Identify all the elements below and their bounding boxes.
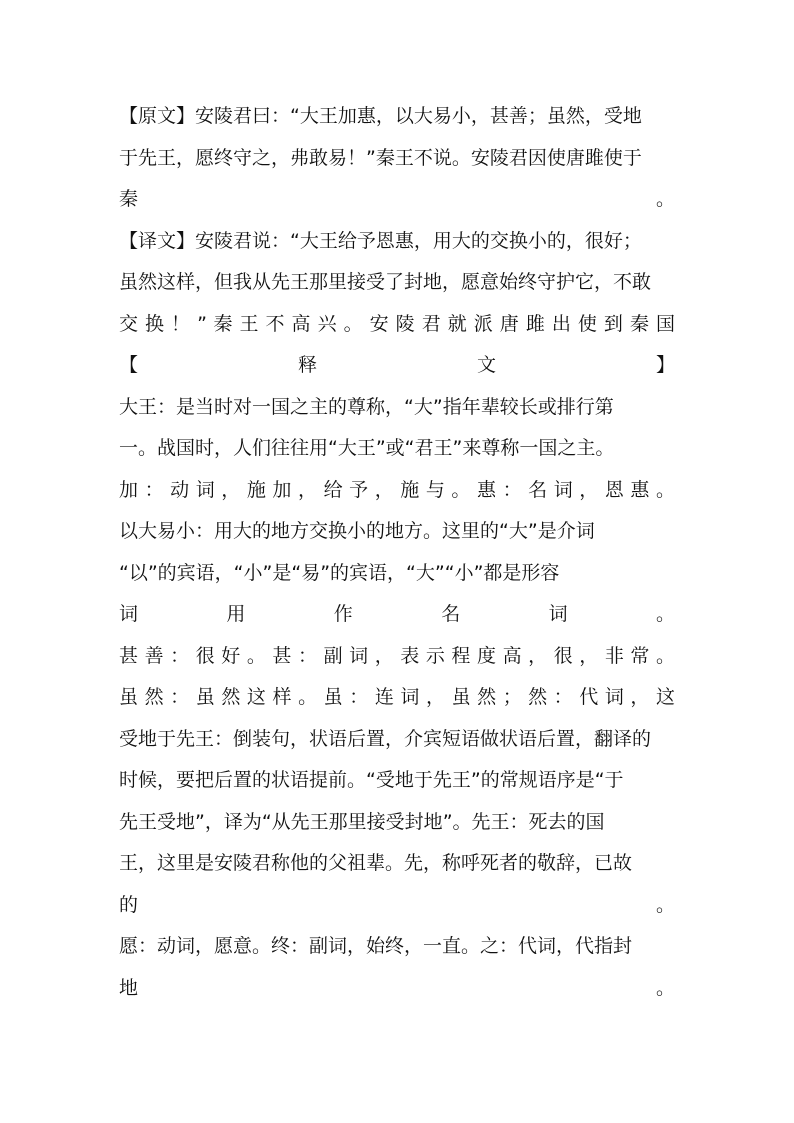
text-line: 的 。 (119, 893, 675, 916)
section-heading: 【 释 文 】 (119, 354, 675, 376)
text-line: 以大易小：用大的地方交换小的地方。这里的“大”是介词 (119, 520, 595, 542)
text-line: 地 。 (119, 976, 675, 999)
text-line: 大王：是当时对一国之主的尊称，“大”指年辈较长或排行第 (119, 395, 614, 418)
text-line: 加 ： 动 词 ， 施 加 ， 给 予 ， 施 与 。 惠 ： 名 词 ， 恩 惠 。 (119, 478, 675, 501)
text-line: 交 换 ！ ” 秦 王 不 高 兴 。 安 陵 君 就 派 唐 雎 出 使 到 秦 国 (119, 312, 675, 335)
text-line: 虽然这样，但我从先王那里接受了封地，愿意始终守护它，不敢 (119, 271, 652, 293)
text-line: 于先王，愿终守之，弗敢易！”秦王不说。安陵君因使唐雎使于 (119, 146, 642, 169)
text-line: 时候，要把后置的状语提前。“受地于先王”的常规语序是“于 (119, 769, 624, 791)
text-line: 词 用 作 名 词 。 (119, 603, 675, 625)
text-line: “以”的宾语，“小”是“易”的宾语，“大”“小”都是形容 (119, 561, 560, 584)
text-line: 虽 然 ： 虽 然 这 样 。 虽 ： 连 词 ， 虽 然 ； 然 ： 代 词 ， 这 (119, 686, 675, 708)
text-line: 【译文】安陵君说：“大王给予恩惠，用大的交换小的，很好； (119, 229, 642, 252)
text-line: 愿：动词，愿意。终：副词，始终，一直。之：代词，代指封 (119, 935, 633, 957)
text-line: 一。战国时，人们往往用“大王”或“君王”来尊称一国之主。 (119, 437, 615, 459)
text-line: 先王受地”，译为“从先王那里接受封地”。先王：死去的国 (119, 810, 605, 833)
text-line: 【原文】安陵君曰：“大王加惠，以大易小，甚善；虽然，受地 (119, 105, 642, 127)
text-line: 甚 善 ： 很 好 。 甚 ： 副 词 ， 表 示 程 度 高 ， 很 ， 非 常 。 (119, 644, 675, 667)
document-page (119, 96, 675, 1009)
text-line: 王，这里是安陵君称他的父祖辈。先，称呼死者的敬辞，已故 (119, 852, 633, 874)
text-line: 受地于先王：倒装句，状语后置，介宾短语做状语后置，翻译的 (119, 727, 652, 750)
text-line: 秦 。 (119, 188, 675, 210)
